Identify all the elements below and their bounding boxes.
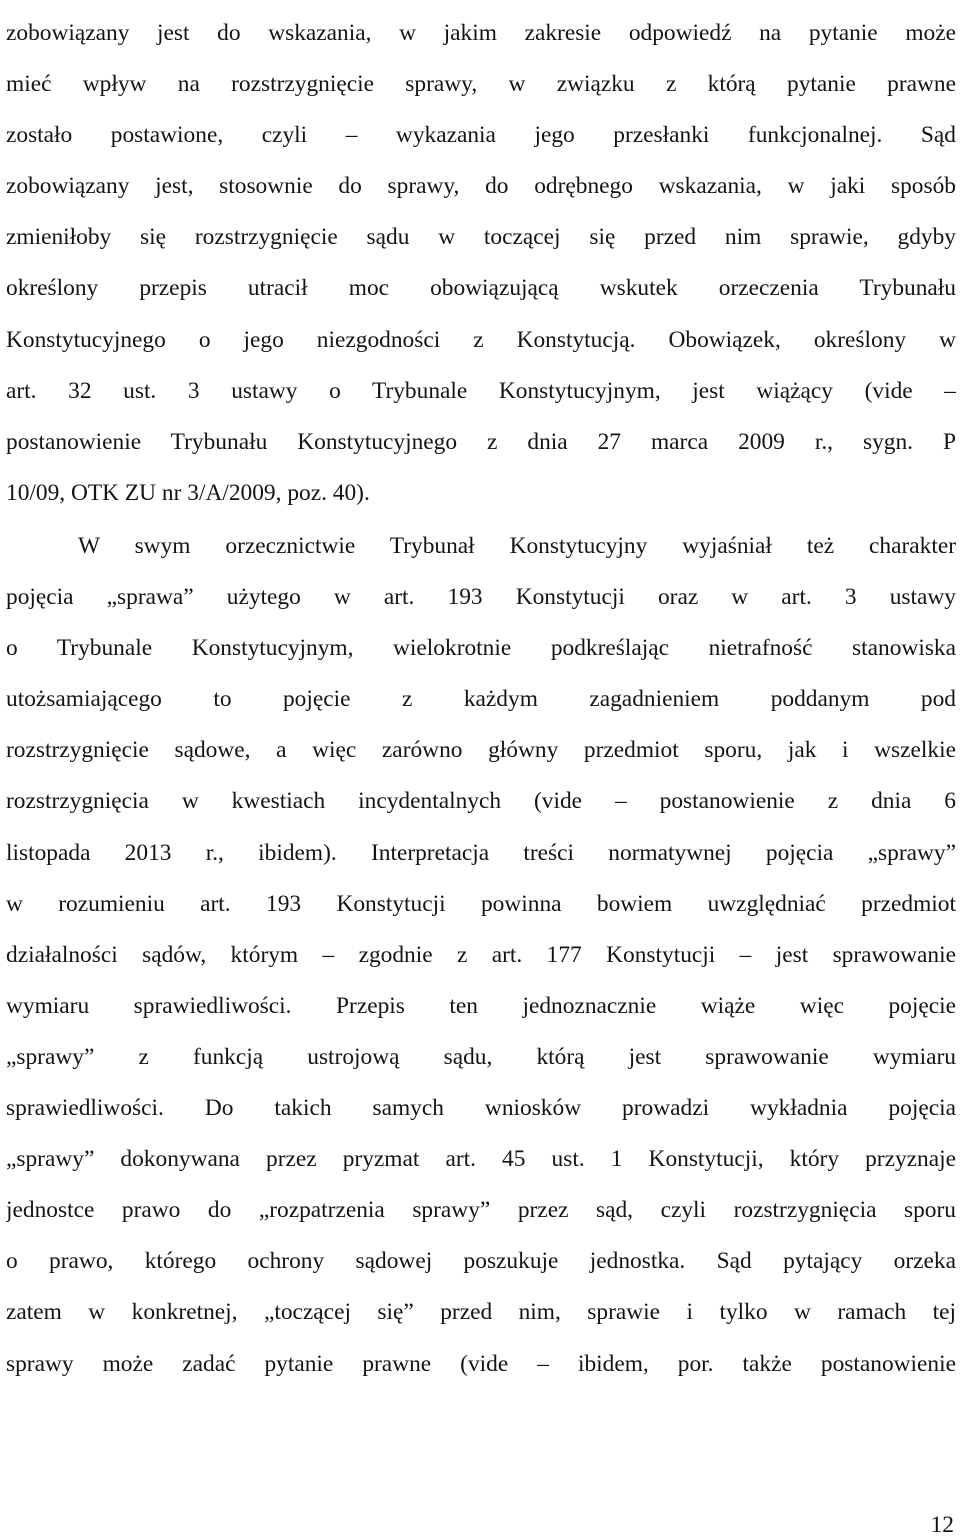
paragraph-line: art. 32 ust. 3 ustawy o Trybunale Konstytucyjnym, jest wiążący (vide – [6,377,956,404]
paragraph-line: „sprawy” z funkcją ustrojową sądu, którą jest sprawowanie wymiaru [6,1043,956,1070]
paragraph-line: określony przepis utracił moc obowiązującą wskutek orzeczenia Trybunału [6,275,956,302]
page-number: 12 [930,1512,954,1538]
paragraph-line: rozstrzygnięcia w kwestiach incydentalnych (vide – postanowienie z dnia 6 [6,788,956,815]
paragraph-line: zatem w konkretnej, „toczącej się” przed nim, sprawie i tylko w ramach tej [6,1299,956,1326]
paragraph-line: zmieniłoby się rozstrzygnięcie sądu w toczącej się przed nim sprawie, gdyby [6,224,956,251]
paragraph-line: jednostce prawo do „rozpatrzenia sprawy” przez sąd, czyli rozstrzygnięcia sporu [6,1197,956,1224]
paragraph-line: zobowiązany jest do wskazania, w jakim zakresie odpowiedź na pytanie może [6,20,956,46]
paragraph-line: pojęcia „sprawa” użytego w art. 193 Konstytucji oraz w art. 3 ustawy [6,584,956,611]
paragraph-line: „sprawy” dokonywana przez pryzmat art. 45 ust. 1 Konstytucji, który przyznaje [6,1146,956,1173]
paragraph-2 [6,521,956,1390]
paragraph-line: postanowienie Trybunału Konstytucyjnego z dnia 27 marca 2009 r., sygn. P [6,428,956,455]
paragraph-line: utożsamiającego to pojęcie z każdym zagadnieniem poddanym pod [6,686,956,713]
paragraph-line: 10/09, OTK ZU nr 3/A/2009, poz. 40). [6,479,370,506]
paragraph-line: mieć wpływ na rozstrzygnięcie sprawy, w związku z którą pytanie prawne [6,71,956,98]
paragraph-line: sprawiedliwości. Do takich samych wniosków prowadzi wykładnia pojęcia [6,1095,956,1122]
paragraph-line: wymiaru sprawiedliwości. Przepis ten jednoznacznie wiąże więc pojęcie [6,992,956,1019]
paragraph-line: rozstrzygnięcie sądowe, a więc zarówno główny przedmiot sporu, jak i wszelkie [6,737,956,764]
paragraph-line: zobowiązany jest, stosownie do sprawy, do odrębnego wskazania, w jaki sposób [6,173,956,200]
paragraph-line: sprawy może zadać pytanie prawne (vide – ibidem, por. także postanowienie [6,1350,956,1377]
paragraph-line: Konstytucyjnego o jego niezgodności z Konstytucją. Obowiązek, określony w [6,326,956,353]
paragraph-line: listopada 2013 r., ibidem). Interpretacja treści normatywnej pojęcia „sprawy” [6,839,956,866]
paragraph-line: o Trybunale Konstytucyjnym, wielokrotnie podkreślając nietrafność stanowiska [6,635,956,662]
paragraph-line: zostało postawione, czyli – wykazania jego przesłanki funkcjonalnej. Sąd [6,122,956,149]
paragraph-1 [6,8,956,519]
paragraph-line: o prawo, którego ochrony sądowej poszukuje jednostka. Sąd pytający orzeka [6,1248,956,1275]
paragraph-line: działalności sądów, którym – zgodnie z art. 177 Konstytucji – jest sprawowanie [6,941,956,968]
paragraph-line: W swym orzecznictwie Trybunał Konstytucyjny wyjaśniał też charakter [78,533,956,559]
paragraph-line: w rozumieniu art. 193 Konstytucji powinna bowiem uwzględniać przedmiot [6,890,956,917]
